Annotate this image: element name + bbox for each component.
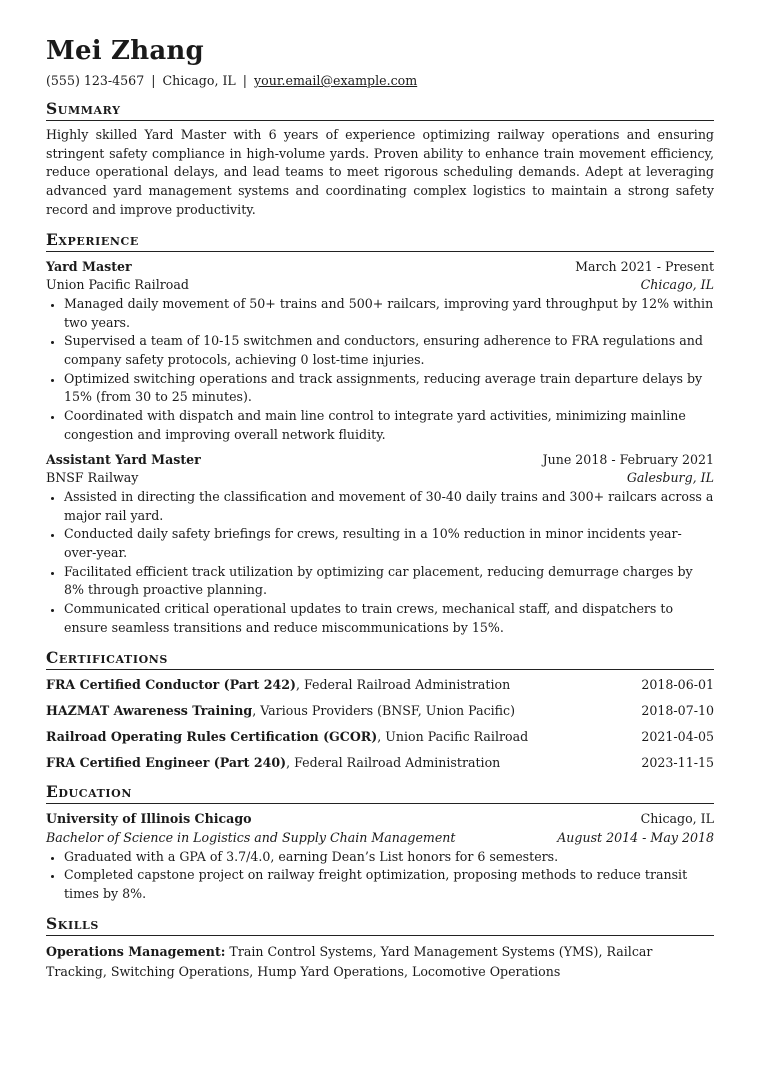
job-bullet: • Coordinated with dispatch and main line control to integrate yard activities, minimizing mainline congestion and improving overall network fluidity. (64, 407, 714, 444)
job-title: Yard Master (46, 258, 132, 274)
job-location: Chicago, IL (640, 277, 714, 293)
certification-issuer: , Federal Railroad Administration (295, 676, 511, 692)
section-title-summary: Summary (46, 99, 714, 121)
skills-line (46, 942, 714, 982)
job-dates: June 2018 - February 2021 (542, 451, 714, 467)
job-bullet: • Conducted daily safety briefings for crews, resulting in a 10% reduction in minor incidents year-over-year. (64, 525, 714, 562)
section-title-education: Education (46, 782, 714, 804)
certification-name: FRA Certified Conductor (Part 242) (46, 676, 296, 692)
resume-page (46, 36, 714, 982)
certification-date: 2018-06-01 (641, 676, 714, 692)
summary-text: Highly skilled Yard Master with 6 years of experience optimizing railway operations and ensuring stringent safety compliance in high-volume yards. Proven ability to enhance train movement efficiency, reduce operational delays, and lead teams to meet rigorous scheduling demands. Adept at leveraging advanced yard management systems and coordinating complex logistics to maintain a strong safety record and improve productivity. (46, 127, 714, 217)
skills-text: Train Control Systems, Yard Management Systems (YMS), Railcar Tracking, Switching Operations, Hump Yard Operations, Locomotive Operations (46, 943, 653, 979)
contact-separator: | (151, 73, 156, 88)
education-bullets (46, 848, 714, 904)
job-title: Assistant Yard Master (46, 451, 201, 467)
contact-phone: (555) 123-4567 (46, 73, 145, 88)
certification-date: 2021-04-05 (641, 728, 714, 744)
certification-name: FRA Certified Engineer (Part 240) (46, 755, 287, 771)
job-dates: March 2021 - Present (575, 258, 714, 274)
certification-date: 2018-07-10 (641, 702, 714, 718)
certification-issuer: , Federal Railroad Administration (286, 755, 501, 771)
job-bullet: • Optimized switching operations and track assignments, reducing average train departure delays by 15% (from 30 to 25 minutes). (64, 370, 714, 407)
job-entry (46, 258, 714, 445)
job-location: Galesburg, IL (626, 470, 714, 486)
section-title-experience: Experience (46, 230, 714, 252)
education-dates: August 2014 - May 2018 (557, 829, 714, 845)
education-entry (46, 810, 714, 904)
job-bullet: • Facilitated efficient track utilization by optimizing car placement, reducing demurrage charges by 8% through proactive planning. (64, 563, 714, 600)
certification-issuer: , Various Providers (BNSF, Union Pacific) (252, 702, 516, 718)
job-bullet: • Communicated critical operational updates to train crews, mechanical staff, and dispatchers to ensure seamless transitions and reduce miscommunications by 15%. (64, 600, 714, 637)
job-bullet: • Supervised a team of 10-15 switchmen and conductors, ensuring adherence to FRA regulations and company safety protocols, achieving 0 lost-time injuries. (64, 332, 714, 369)
certification-item (46, 728, 714, 746)
job-bullet: • Managed daily movement of 50+ trains and 500+ railcars, improving yard throughput by 12% within two years. (64, 295, 714, 332)
contact-email-link[interactable]: your.email@example.com (254, 73, 418, 88)
job-bullets (46, 488, 714, 638)
education-school: University of Illinois Chicago (46, 811, 252, 827)
job-entry (46, 451, 714, 638)
contact-location: Chicago, IL (162, 73, 236, 88)
education-degree: Bachelor of Science in Logistics and Supply Chain Management (46, 829, 456, 845)
job-bullets (46, 295, 714, 445)
certification-name: Railroad Operating Rules Certification (GCOR) (46, 728, 378, 744)
education-bullet: • Completed capstone project on railway freight optimization, proposing methods to reduce transit times by 8%. (64, 866, 714, 903)
certification-item (46, 702, 714, 720)
contact-line (46, 72, 714, 89)
job-company: BNSF Railway (46, 470, 139, 486)
section-title-skills: Skills (46, 914, 714, 936)
certification-list (46, 676, 714, 773)
certification-item (46, 754, 714, 772)
education-location: Chicago, IL (640, 811, 714, 827)
education-bullet: • Graduated with a GPA of 3.7/4.0, earning Dean’s List honors for 6 semesters. (64, 848, 714, 867)
contact-separator: | (242, 73, 248, 88)
certification-issuer: , Union Pacific Railroad (377, 728, 529, 744)
certification-date: 2023-11-15 (641, 755, 714, 771)
skills-label: Operations Management: (46, 943, 226, 959)
section-title-certifications: Certifications (46, 648, 714, 670)
candidate-name: Mei Zhang (46, 36, 204, 66)
certification-name: HAZMAT Awareness Training (46, 702, 253, 718)
job-company: Union Pacific Railroad (46, 277, 189, 293)
job-bullet: • Assisted in directing the classification and movement of 30-40 daily trains and 300+ railcars across a major rail yard. (64, 488, 714, 525)
certification-item (46, 676, 714, 694)
